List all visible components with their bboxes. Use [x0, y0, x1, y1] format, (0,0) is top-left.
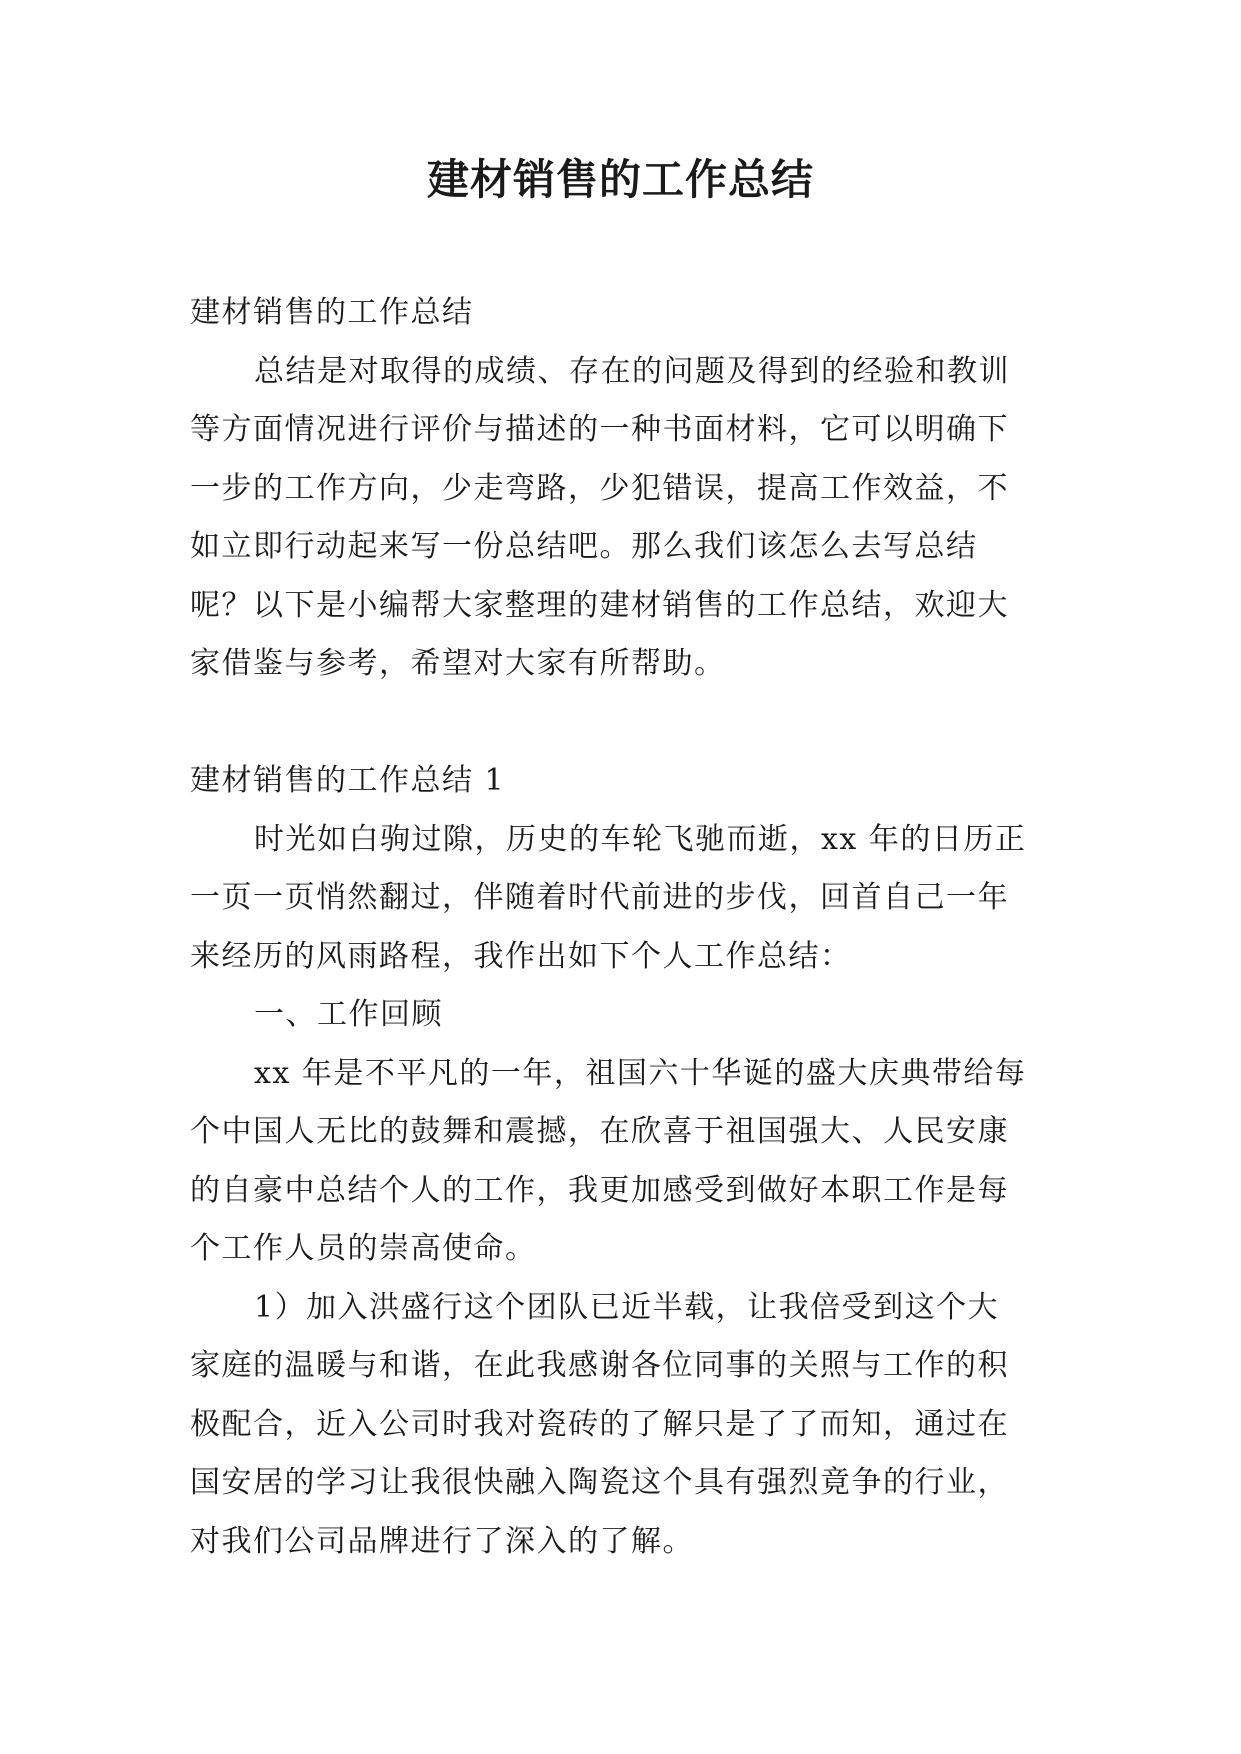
text-line: 家借鉴与参考，希望对大家有所帮助。 [190, 646, 726, 681]
text-line: 家庭的温暖与和谐，在此我感谢各位同事的关照与工作的积 [190, 1348, 1009, 1383]
text-line: 1）加入洪盛行这个团队已近半载，让我倍受到这个大 [254, 1289, 1000, 1325]
document-body [190, 284, 1055, 1571]
text-line: 时光如白驹过隙，历史的车轮飞驰而逝，xx 年的日历正 [254, 821, 1027, 857]
text-line: 国安居的学习让我很快融入陶瓷这个具有强烈竟争的行业， [190, 1465, 1009, 1500]
text-line: 等方面情况进行评价与描述的一种书面材料，它可以明确下 [190, 412, 1009, 447]
text-line: 一、工作回顾 [254, 997, 443, 1032]
text-line: xx 年是不平凡的一年，祖国六十华诞的盛大庆典带给每 [254, 1055, 1027, 1091]
text-line: 一页一页悄然翻过，伴随着时代前进的步伐，回首自己一年 [190, 880, 1009, 915]
text-line: 建材销售的工作总结 1 [190, 763, 506, 798]
text-line: 来经历的风雨路程，我作出如下个人工作总结： [190, 938, 852, 974]
text-line: 个工作人员的崇高使命。 [190, 1231, 537, 1266]
document-title: 建材销售的工作总结 [426, 155, 814, 204]
text-line: 如立即行动起来写一份总结吧。那么我们该怎么去写总结 [190, 529, 978, 564]
text-line: 个中国人无比的鼓舞和震撼，在欣喜于祖国强大、人民安康 [190, 1114, 1009, 1149]
blank-line [190, 694, 1055, 753]
text-line: 建材销售的工作总结 [190, 295, 474, 330]
text-line: 呢？以下是小编帮大家整理的建材销售的工作总结，欢迎大 [190, 587, 1009, 623]
text-line: 总结是对取得的成绩、存在的问题及得到的经验和教训 [254, 353, 1010, 389]
text-line: 的自豪中总结个人的工作，我更加感受到做好本职工作是每 [190, 1172, 1009, 1208]
text-line: 极配合，近入公司时我对瓷砖的了解只是了了而知，通过在 [190, 1406, 1009, 1442]
text-line: 一步的工作方向，少走弯路，少犯错误，提高工作效益，不 [190, 470, 1009, 506]
text-line: 对我们公司品牌进行了深入的了解。 [190, 1523, 694, 1559]
